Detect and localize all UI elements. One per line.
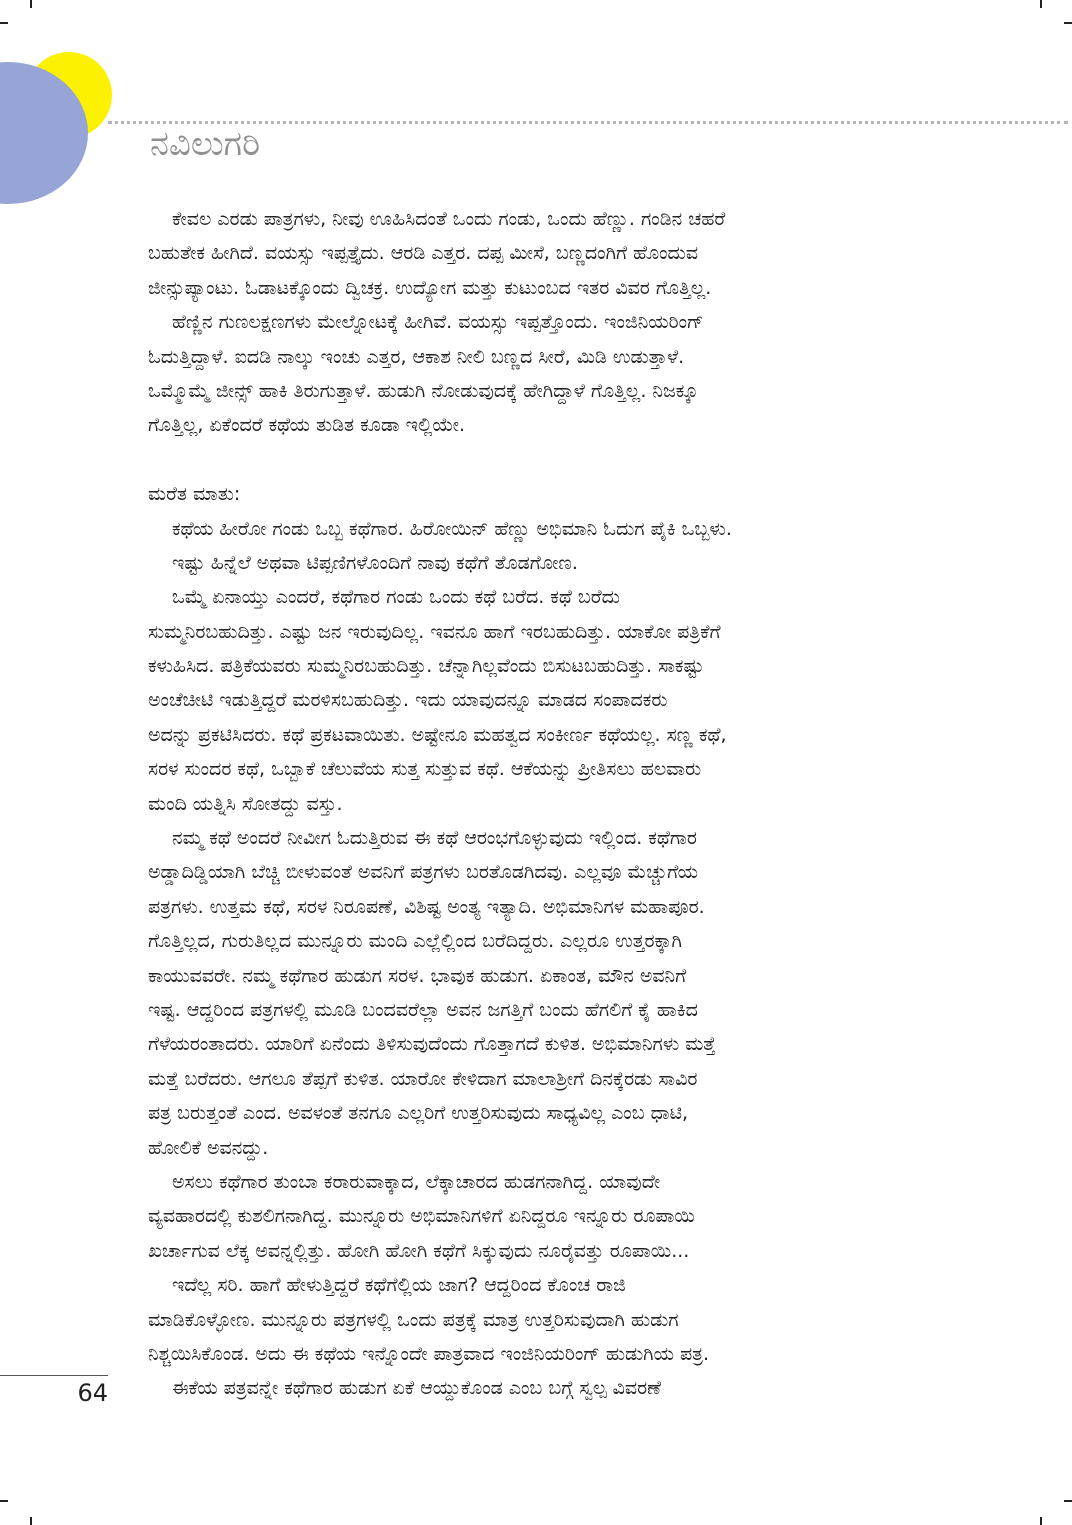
text-line: ವ್ಯವಹಾರದಲ್ಲಿ ಕುಶಲಿಗನಾಗಿದ್ದ. ಮುನ್ನೂರು ಅಭಿಮಾನಿಗಳಿಗೆ ಏನಿದ್ದರೂ ಇನ್ನೂರು ರೂಪಾಯಿ [148, 1205, 695, 1228]
text-line: ಅಂಚೆಚೀಟಿ ಇಡುತ್ತಿದ್ದರೆ ಮರಳಿಸಬಹುದಿತ್ತು. ಇದು ಯಾವುದನ್ನೂ ಮಾಡದ ಸಂಪಾದಕರು [148, 689, 668, 712]
text-line: ಮಂದಿ ಯತ್ನಿಸಿ ಸೋತದ್ದು ವಸ್ತು. [148, 792, 343, 815]
crop-mark-bottom-left [30, 1517, 32, 1525]
page-number-rule [0, 1375, 108, 1376]
text-line: ಹೆಣ್ಣಿನ ಗುಣಲಕ್ಷಣಗಳು ಮೇಲ್ನೋಟಕ್ಕೆ ಹೀಗಿವೆ. ವಯಸ್ಸು ಇಪ್ಪತ್ತೊಂದು. ಇಂಜಿನಿಯರಿಂಗ್ [172, 311, 704, 334]
text-line: ಗೊತ್ತಿಲ್ಲ, ಏಕೆಂದರೆ ಕಥೆಯ ತುಡಿತ ಕೂಡಾ ಇಲ್ಲಿಯೇ. [148, 414, 466, 437]
text-line: ಪತ್ರ ಬರುತ್ತಂತೆ ಎಂದ. ಅವಳಂತೆ ತನಗೂ ಎಲ್ಲರಿಗೆ ಉತ್ತರಿಸುವುದು ಸಾಧ್ಯವಿಲ್ಲ ಎಂಬ ಧಾಟಿ, [148, 1102, 689, 1125]
text-line: ಕಳುಹಿಸಿದ. ಪತ್ರಿಕೆಯವರು ಸುಮ್ಮನಿರಬಹುದಿತ್ತು. ಚೆನ್ನಾಗಿಲ್ಲವೆಂದು ಬಿಸುಟಬಹುದಿತ್ತು. ಸಾಕಷ್ಟು [148, 655, 704, 678]
text-line: ಕಾಯುವವರೇ. ನಮ್ಮ ಕಥೆಗಾರ ಹುಡುಗ ಸರಳ. ಭಾವುಕ ಹುಡುಗ. ಏಕಾಂತ, ಮೌನ ಅವನಿಗೆ [148, 964, 687, 987]
text-line: ಮರೆತ ಮಾತು: [148, 483, 241, 506]
crop-mark-top-right [1040, 0, 1042, 8]
text-line: ಕಥೆಯ ಹೀರೋ ಗಂಡು ಒಬ್ಬ ಕಥೆಗಾರ. ಹಿರೋಯಿನ್ ಹೆಣ್ಣು ಅಭಿಮಾನಿ ಓದುಗ ಪೈಕಿ ಒಬ್ಬಳು. [172, 517, 732, 540]
text-line: ಅಸಲು ಕಥೆಗಾರ ತುಂಬಾ ಕರಾರುವಾಕ್ಕಾದ, ಲೆಕ್ಕಾಚಾರದ ಹುಡಗನಾಗಿದ್ದ. ಯಾವುದೇ [172, 1170, 661, 1193]
text-line: ಪತ್ರಗಳು. ಉತ್ತಮ ಕಥೆ, ಸರಳ ನಿರೂಪಣೆ, ವಿಶಿಷ್ಟ ಅಂತ್ಯ ಇತ್ಯಾದಿ. ಅಭಿಮಾನಿಗಳ ಮಹಾಪೂರ. [148, 895, 705, 918]
text-line: ಗೆಳೆಯರಂತಾದರು. ಯಾರಿಗೆ ಏನೆಂದು ತಿಳಿಸುವುದೆಂದು ಗೊತ್ತಾಗದೆ ಕುಳಿತ. ಅಭಿಮಾನಿಗಳು ಮತ್ತೆ [148, 1033, 716, 1056]
crop-mark-bottom-right-side [1064, 1500, 1072, 1502]
text-line: ಕೇವಲ ಎರಡು ಪಾತ್ರಗಳು, ನೀವು ಊಹಿಸಿದಂತೆ ಒಂದು ಗಂಡು, ಒಂದು ಹೆಣ್ಣು. ಗಂಡಿನ ಚಹರೆ [172, 208, 726, 230]
text-line: ನಮ್ಮ ಕಥೆ ಅಂದರೆ ನೀವೀಗ ಓದುತ್ತಿರುವ ಈ ಕಥೆ ಆರಂಭಗೊಳ್ಳುವುದು ಇಲ್ಲಿಂದ. ಕಥೆಗಾರ [172, 827, 697, 850]
text-line: ನಿಶ್ಚಯಿಸಿಕೊಂಡ. ಅದು ಈ ಕಥೆಯ ಇನ್ನೊಂದೇ ಪಾತ್ರವಾದ ಇಂಜಿನಿಯರಿಂಗ್ ಹುಡುಗಿಯ ಪತ್ರ. [148, 1342, 710, 1365]
crop-mark-bottom-right [1040, 1517, 1042, 1525]
chapter-title: ನವಿಲುಗರಿ [150, 124, 261, 164]
text-line: ಒಮ್ಮೊಮ್ಮೆ ಜೀನ್ಸ್ ಹಾಕಿ ತಿರುಗುತ್ತಾಳೆ. ಹುಡುಗಿ ನೋಡುವುದಕ್ಕೆ ಹೇಗಿದ್ದಾಳೆ ಗೊತ್ತಿಲ್ಲ. ನಿಜಕ್ಕೂ [148, 379, 699, 402]
text-line: ಸುಮ್ಮನಿರಬಹುದಿತ್ತು. ಎಷ್ಟು ಜನ ಇರುವುದಿಲ್ಲ. ಇವನೂ ಹಾಗೆ ಇರಬಹುದಿತ್ತು. ಯಾಕೋ ಪತ್ರಿಕೆಗೆ [148, 620, 721, 643]
crop-mark-top-right-side [1064, 22, 1072, 24]
text-line: ಸರಳ ಸುಂದರ ಕಥೆ, ಒಬ್ಬಾಕೆ ಚೆಲುವೆಯ ಸುತ್ತ ಸುತ್ತುವ ಕಥೆ. ಆಕೆಯನ್ನು ಪ್ರೀತಿಸಲು ಹಲವಾರು [148, 758, 702, 781]
text-line: ಮಾಡಿಕೊಳ್ಳೋಣ. ಮುನ್ನೂರು ಪತ್ರಗಳಲ್ಲಿ ಒಂದು ಪತ್ರಕ್ಕೆ ಮಾತ್ರ ಉತ್ತರಿಸುವುದಾಗಿ ಹುಡುಗ [148, 1308, 679, 1331]
text-line: ಅಡ್ಡಾದಿಡ್ಡಿಯಾಗಿ ಬೆಚ್ಚಿ ಬೀಳುವಂತೆ ಅವನಿಗೆ ಪತ್ರಗಳು ಬರತೊಡಗಿದವು. ಎಲ್ಲವೂ ಮೆಚ್ಚುಗೆಯ [148, 861, 698, 884]
text-line: ಇದೆಲ್ಲ ಸರಿ. ಹಾಗೆ ಹೇಳುತ್ತಿದ್ದರೆ ಕಥೆಗೆಲ್ಲಿಯ ಜಾಗ? ಆದ್ದರಿಂದ ಕೊಂಚ ರಾಜಿ [172, 1274, 626, 1297]
crop-mark-bottom-left-side [0, 1500, 8, 1502]
text-line: ಮತ್ತೆ ಬರೆದರು. ಆಗಲೂ ತೆಪ್ಪಗೆ ಕುಳಿತ. ಯಾರೋ ಕೇಳಿದಾಗ ಮಾಲಾಶ್ರೀಗೆ ದಿನಕ್ಕೆರಡು ಸಾವಿರ [148, 1067, 698, 1090]
story-body [148, 202, 953, 1406]
page-number: 64 [77, 1379, 108, 1407]
text-line: ಗೊತ್ತಿಲ್ಲದ, ಗುರುತಿಲ್ಲದ ಮುನ್ನೂರು ಮಂದಿ ಎಲ್ಲೆಲ್ಲಿಂದ ಬರೆದಿದ್ದರು. ಎಲ್ಲರೂ ಉತ್ತರಕ್ಕಾಗಿ [148, 930, 682, 953]
text-line: ಒಮ್ಮೆ ಏನಾಯ್ತು ಎಂದರೆ, ಕಥೆಗಾರ ಗಂಡು ಒಂದು ಕಥೆ ಬರೆದ. ಕಥೆ ಬರೆದು [172, 586, 620, 609]
text-line: ಜೀನ್ಸುಪ್ಯಾಂಟು. ಓಡಾಟಕ್ಕೊಂದು ದ್ವಿಚಕ್ರ. ಉದ್ಯೋಗ ಮತ್ತು ಕುಟುಂಬದ ಇತರ ವಿವರ ಗೊತ್ತಿಲ್ಲ. [148, 276, 712, 299]
text-line: ಓದುತ್ತಿದ್ದಾಳೆ. ಐದಡಿ ನಾಲ್ಕು ಇಂಚು ಎತ್ತರ, ಆಕಾಶ ನೀಲಿ ಬಣ್ಣದ ಸೀರೆ, ಮಿಡಿ ಉಡುತ್ತಾಳೆ. [148, 345, 685, 368]
text-line: ಬಹುತೇಕ ಹೀಗಿದೆ. ವಯಸ್ಸು ಇಪ್ಪತ್ತೈದು. ಆರಡಿ ಎತ್ತರ. ದಪ್ಪ ಮೀಸೆ, ಬಣ್ಣದಂಗಿಗೆ ಹೊಂದುವ [148, 242, 699, 265]
text-line: ಇಷ್ಟು ಹಿನ್ನೆಲೆ ಅಥವಾ ಟಿಪ್ಪಣಿಗಳೊಂದಿಗೆ ನಾವು ಕಥೆಗೆ ತೊಡಗೋಣ. [172, 551, 578, 574]
text-line: ಈಕೆಯ ಪತ್ರವನ್ನೇ ಕಥೆಗಾರ ಹುಡುಗ ಏಕೆ ಆಯ್ದುಕೊಂಡ ಎಂಬ ಬಗ್ಗೆ ಸ್ವಲ್ಪ ವಿವರಣೆ [172, 1377, 662, 1400]
text-line: ಇಷ್ಟ. ಆದ್ದರಿಂದ ಪತ್ರಗಳಲ್ಲಿ ಮೂಡಿ ಬಂದವರೆಲ್ಲಾ ಅವನ ಜಗತ್ತಿಗೆ ಬಂದು ಹೆಗಲಿಗೆ ಕೈ ಹಾಕಿದ [148, 998, 698, 1021]
text-line: ಖರ್ಚಾಗುವ ಲೆಕ್ಕ ಅವನ್ನಲ್ಲಿತ್ತು. ಹೋಗಿ ಹೋಗಿ ಕಥೆಗೆ ಸಿಕ್ಕುವುದು ನೂರೈವತ್ತು ರೂಪಾಯಿ... [148, 1239, 690, 1262]
crop-mark-top-left-side [0, 22, 8, 24]
text-line: ಅದನ್ನು ಪ್ರಕಟಿಸಿದರು. ಕಥೆ ಪ್ರಕಟವಾಯಿತು. ಅಷ್ಟೇನೂ ಮಹತ್ವದ ಸಂಕೀರ್ಣ ಕಥೆಯಲ್ಲ. ಸಣ್ಣ ಕಥೆ, [148, 723, 727, 746]
text-line: ಹೋಲಿಕೆ ಅವನದ್ದು. [148, 1136, 269, 1159]
crop-mark-top-left [30, 0, 32, 8]
blank-line [148, 443, 953, 477]
